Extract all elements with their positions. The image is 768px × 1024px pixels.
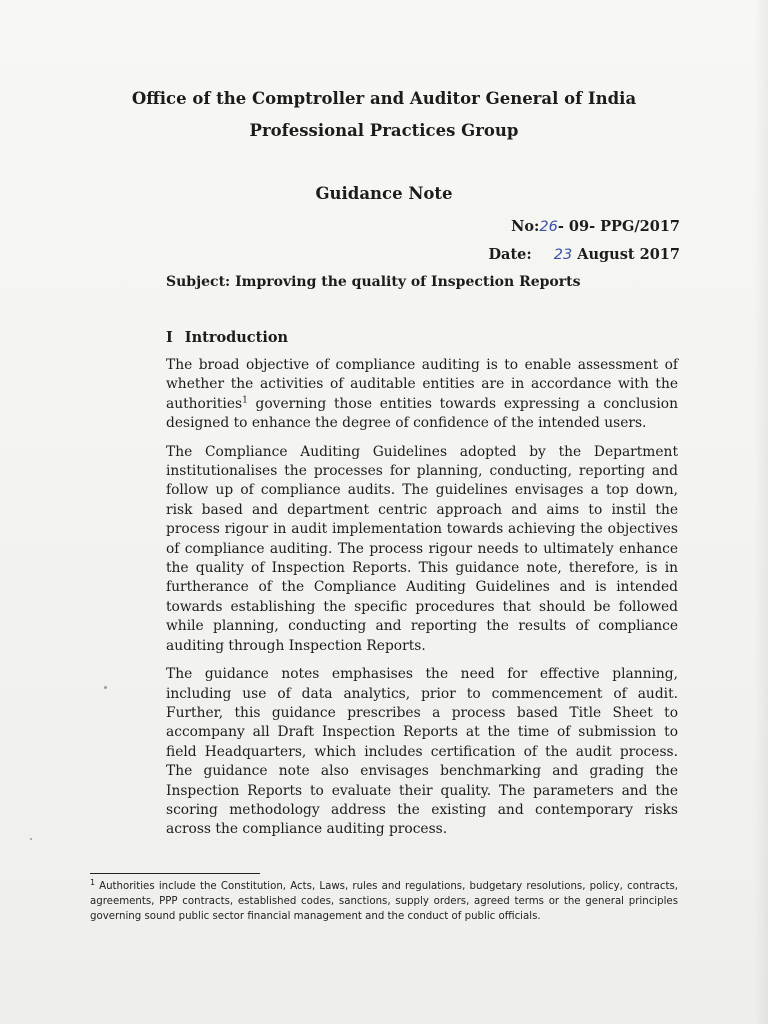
- date-label: Date:: [488, 246, 532, 263]
- reference-number-label: No:: [511, 218, 540, 235]
- paragraph-2: The Compliance Auditing Guidelines adopted by the Department institutionalises the processes for planning, conducting, reporting and follow up of compliance audits. The guidelines envisages a top down, risk based and department centric approach and aims to instil the process rigour in audit implementation towards achieving the objectives of compliance auditing. The process rigour needs to ultimately enhance the quality of Inspection Reports. This guidance note, therefore, is in furtherance of the Compliance Auditing Guidelines and is intended towards establishing the specific procedures that should be followed while planning, conducting and reporting the results of compliance auditing through Inspection Reports.: [166, 443, 678, 654]
- date-month-year: August 2017: [577, 246, 680, 263]
- footnote: [90, 879, 678, 925]
- paragraph-1: [166, 356, 678, 434]
- reference-number-handwritten: 26: [539, 219, 558, 235]
- footnote-text: Authorities include the Constitution, Acts, Laws, rules and regulations, budgetary resolutions, policy, contracts, agreements, PPP contracts, established codes, sanctions, supply orders, agreed terms or the general principles governing sound public sector financial management and the conduct of public officials.: [90, 881, 678, 923]
- page-edge-shadow: [754, 0, 768, 1024]
- group-title: Professional Practices Group: [249, 121, 519, 140]
- footnote-divider: [90, 873, 260, 874]
- reference-date: [488, 246, 680, 263]
- paragraph-1-text-start: The broad objective of compliance auditing is to enable assessment of whether the activities of auditable entities are in accordance with the authorities: [166, 357, 678, 412]
- scan-speck: [30, 838, 32, 840]
- paragraph-3: The guidance notes emphasises the need for effective planning, including use of data analytics, prior to commencement of audit. Further, this guidance prescribes a process based Title Sheet to accompany all Draft Inspection Reports at the time of submission to field Headquarters, which includes certification of the audit process. The guidance note also envisages benchmarking and grading the Inspection Reports to evaluate their quality. The parameters and the scoring methodology address the existing and contemporary risks across the compliance auditing process.: [166, 666, 678, 838]
- body-text: [166, 356, 678, 849]
- reference-number: [511, 218, 680, 235]
- scan-speck: [104, 686, 107, 689]
- section-heading: [166, 329, 288, 346]
- office-title: Office of the Comptroller and Auditor General of India: [131, 89, 637, 108]
- section-number: I: [166, 329, 173, 346]
- footnote-reference: 1: [242, 395, 248, 406]
- paragraph-1-text-end: governing those entities towards expressing a conclusion designed to enhance the degree of confidence of the intended users.: [166, 395, 678, 432]
- subject-line: Subject: Improving the quality of Inspection Reports: [166, 274, 581, 290]
- section-title: Introduction: [184, 329, 289, 346]
- reference-number-suffix: - 09- PPG/2017: [557, 218, 680, 235]
- date-handwritten-day: 23: [553, 247, 573, 263]
- footnote-mark: 1: [90, 877, 96, 887]
- document-type-title: Guidance Note: [315, 184, 453, 203]
